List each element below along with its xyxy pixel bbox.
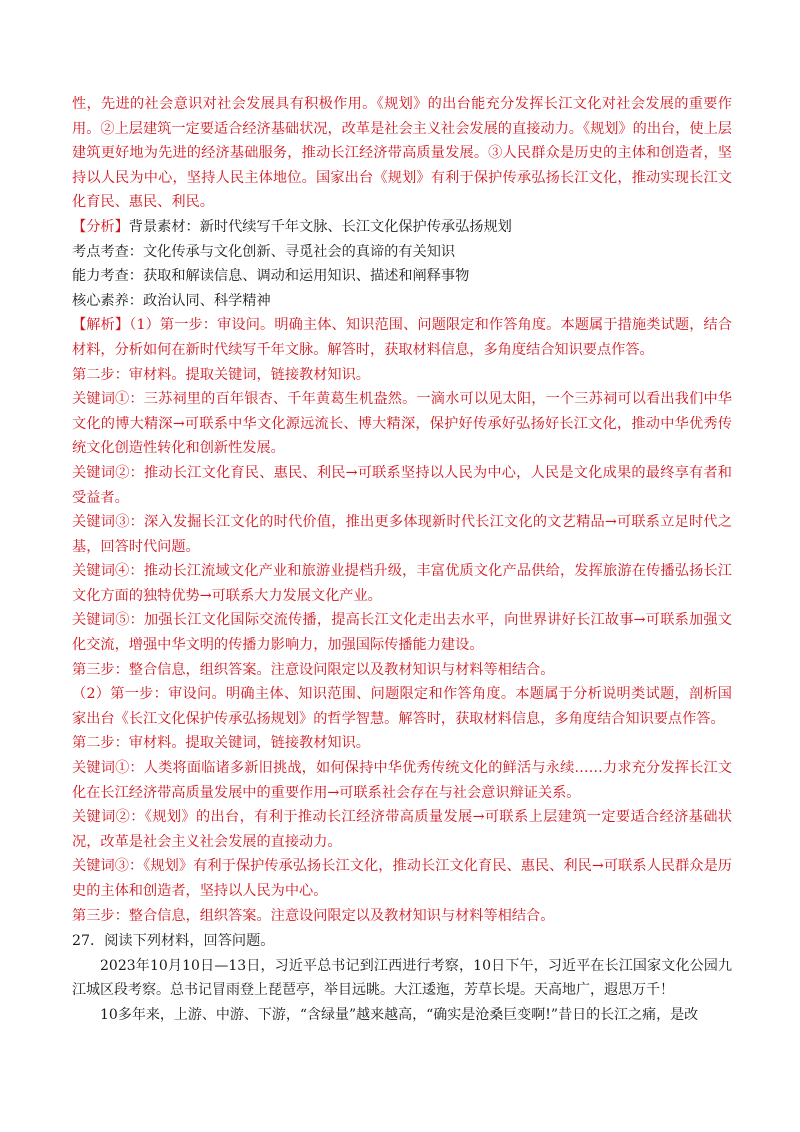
explanation-part1-step3: 第三步：整合信息，组织答案。注意设问限定以及教材知识与材料等相结合。 <box>72 661 555 678</box>
part2-keyword-1: 关键词①：人类将面临诸多新旧挑战，如何保持中华优秀传统文化的鲜活与永续……力求充分发挥长江文化在长江经济带高质量发展中的重要作用→可联系社会存在与社会意识辩证关系。 <box>72 760 732 801</box>
explanation-part2-step1: （2）第一步：审设问。明确主体、知识范围、问题限定和作答角度。本题属于分析说明类试题，剖析国家出台《长江文化保护传承弘扬规划》的哲学智慧。解答时，获取材料信息，多角度结合知识要点作答。 <box>72 686 732 727</box>
question-27-material-para2: 10多年来，上游、中游、下游，“含绿量”越来越高，“确实是沧桑巨变啊!”昔日的长江之痛，是改 <box>100 1006 699 1023</box>
question-27-material-para1: 2023年10月10日—13日，习近平总书记到江西进行考察，10日下午，习近平在长江国家文化公园九江城区段考察。总书记冒雨登上琵琶亭，举目远眺。大江逶迤，芳草长堤。天高地广，遐思万千！ <box>72 957 732 999</box>
part1-keyword-4: 关键词④：推动长江流域文化产业和旅游业提档升级，丰富优质文化产品供给，发挥旅游在传播弘扬长江文化方面的独特优势→可联系大力发展文化产业。 <box>72 563 732 604</box>
explanation-label: 【解析】 <box>72 317 130 334</box>
document-content <box>72 92 732 1028</box>
part2-keyword-3: 关键词③：《规划》有利于保护传承弘扬长江文化，推动长江文化育民、惠民、利民→可联系人民群众是历史的主体和创造者，坚持以人民为中心。 <box>72 858 732 899</box>
analysis-ability: 能力考查：获取和解读信息、调动和运用知识、描述和阐释事物 <box>72 268 470 285</box>
part1-keyword-2: 关键词②：推动长江文化育民、惠民、利民→可联系坚持以人民为中心，人民是文化成果的最终享有者和受益者。 <box>72 464 732 506</box>
answer-tail: 性，先进的社会意识对社会发展具有积极作用。《规划》的出台能充分发挥长江文化对社会发展的重要作用。②上层建筑一定要适合经济基础状况，改革是社会主义社会发展的直接动力。《规划》的出台，使上层建筑更好地为先进的经济基础服务，推动长江经济带高质量发展。③人民群众是历史的主体和创造者，坚持以人民为中心，坚持人民主体地位。国家出台《规划》有利于保护传承弘扬长江文化，推动实现长江文化育民、惠民、利民。 <box>72 96 732 211</box>
explanation-part2-step2: 第二步：审材料。提取关键词，链接教材知识。 <box>72 735 370 752</box>
explanation-part1-step1-text: （1）第一步：审设问。明确主体、知识范围、问题限定和作答角度。本题属于措施类试题，结合材料，分析如何在新时代续写千年文脉。解答时，获取材料信息，多角度结合知识要点作答。 <box>72 317 732 358</box>
question-27-title: 27．阅读下列材料，回答问题。 <box>72 933 275 950</box>
analysis-background-text: 背景素材：新时代续写千年文脉、长江文化保护传承弘扬规划 <box>128 218 512 235</box>
explanation-part2-step3: 第三步：整合信息，组织答案。注意设问限定以及教材知识与材料等相结合。 <box>72 907 555 924</box>
part1-keyword-5: 关键词⑤：加强长江文化国际交流传播，提高长江文化走出去水平，向世界讲好长江故事→可联系加强文化交流，增强中华文明的传播力影响力，加强国际传播能力建设。 <box>72 612 732 654</box>
explanation-part1-step2: 第二步：审材料。提取关键词，链接教材知识。 <box>72 366 370 383</box>
part1-keyword-1: 关键词①：三苏祠里的百年银杏、千年黄葛生机盎然。一滴水可以见太阳，一个三苏祠可以看出我们中华文化的博大精深→可联系中华文化源远流长、博大精深，保护好传承好弘扬好长江文化，推动中华优秀传统文化创造性转化和创新性发展。 <box>72 391 732 457</box>
analysis-points: 考点考查：文化传承与文化创新、寻觅社会的真谛的有关知识 <box>72 243 456 260</box>
explanation-part1-step1 <box>72 313 732 362</box>
analysis-background <box>72 215 732 240</box>
part1-keyword-3: 关键词③：深入发掘长江文化的时代价值，推出更多体现新时代长江文化的文艺精品→可联系立足时代之基，回答时代问题。 <box>72 514 732 555</box>
analysis-literacy: 核心素养：政治认同、科学精神 <box>72 292 271 309</box>
analysis-label: 【分析】 <box>72 218 129 235</box>
part2-keyword-2: 关键词②：《规划》的出台，有利于推动长江经济带高质量发展→可联系上层建筑一定要适合经济基础状况，改革是社会主义社会发展的直接动力。 <box>72 809 732 850</box>
